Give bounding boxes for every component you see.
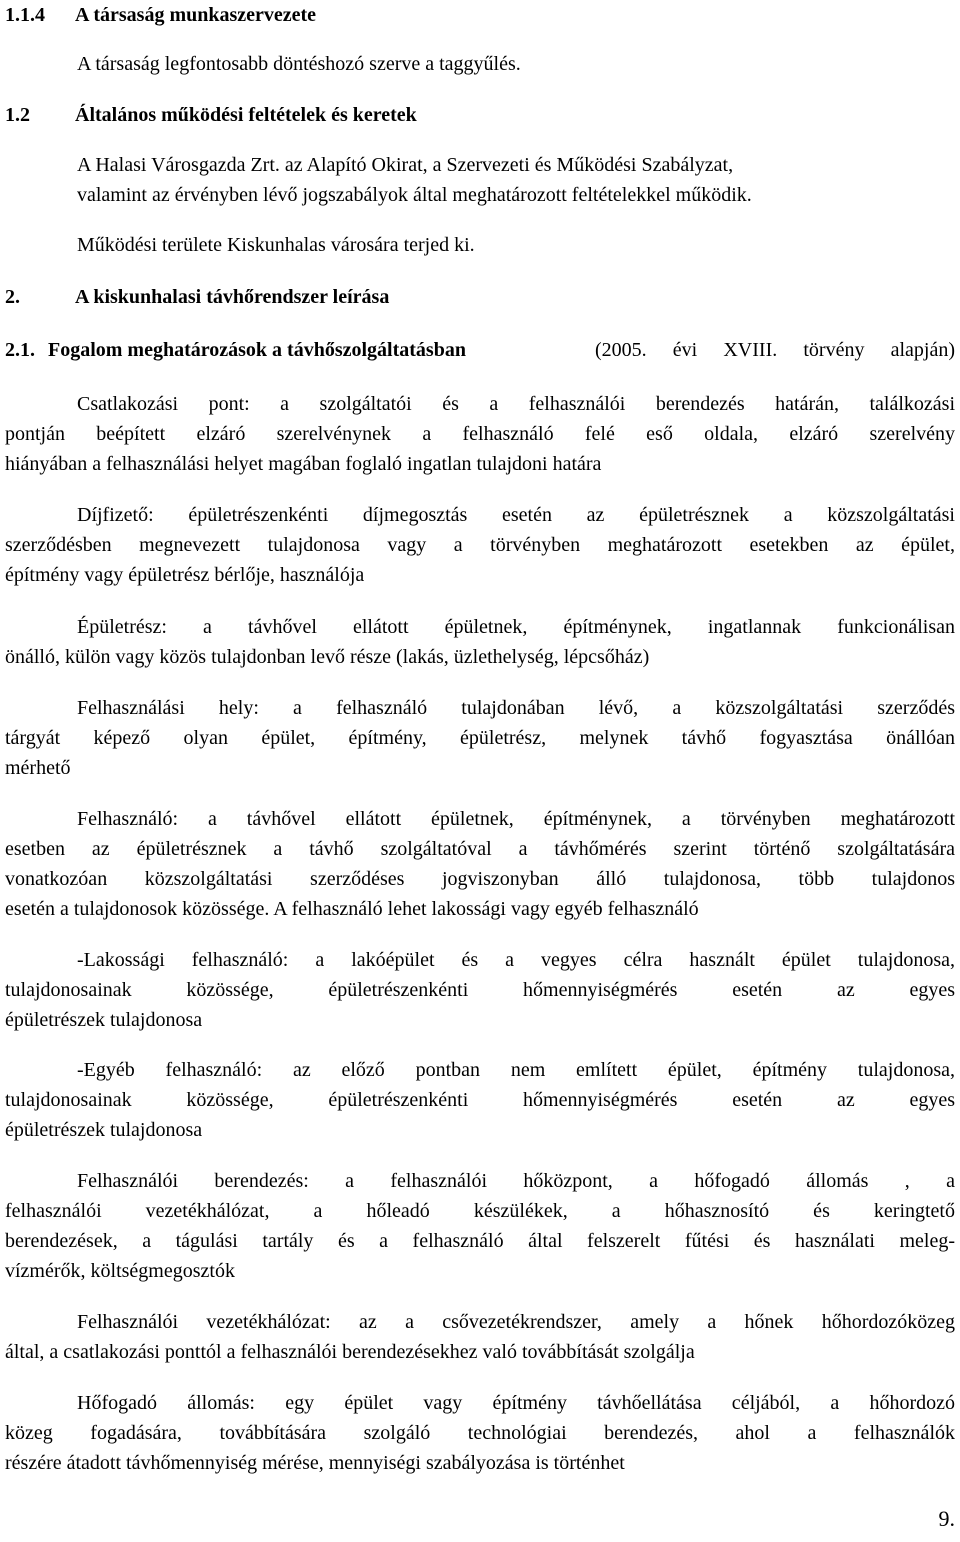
text-line: vízmérők, költségmegosztók: [5, 1260, 235, 1282]
text-line: Felhasználói berendezés: a felhasználói hőközpont, a hőfogadó állomás , a: [77, 1170, 955, 1192]
text-line: Működési területe Kiskunhalas városára terjed ki.: [77, 234, 475, 256]
text-line: Felhasználói vezetékhálózat: az a csővezetékrendszer, amely a hőnek hőhordozóközeg: [77, 1311, 955, 1333]
text-line: építmény vagy épületrész bérlője, használója: [5, 564, 365, 586]
heading-number: 1.1.4: [5, 4, 45, 26]
text-line: szerződésben megnevezett tulajdonosa vagy a törvényben meghatározott esetekben az épület,: [5, 534, 955, 556]
heading-title: A társaság munkaszervezete: [75, 4, 317, 26]
heading-number: 1.2: [5, 104, 30, 126]
text-line: tulajdonosainak közössége, épületrészenkénti hőmennyiségmérés esetén az egyes: [5, 1089, 955, 1111]
text-line: mérhető: [5, 757, 71, 779]
text-line: pontján beépített elzáró szerelvénynek a felhasználó felé eső oldala, elzáró szerelvény: [5, 423, 955, 445]
text-line: felhasználói vezetékhálózat, a hőleadó készülékek, a hőhasznosító és keringtető: [5, 1200, 955, 1222]
page-number: 9.: [938, 1506, 955, 1531]
heading-title: Általános működési feltételek és keretek: [75, 104, 417, 126]
text-line: hiányában a felhasználási helyet magában foglaló ingatlan tulajdoni határa: [5, 453, 602, 475]
text-line: közeg fogadására, továbbítására szolgáló technológiai berendezés, ahol a felhasználók: [5, 1422, 955, 1444]
text-line: A Halasi Városgazda Zrt. az Alapító Okirat, a Szervezeti és Működési Szabályzat,: [77, 154, 734, 176]
text-line: valamint az érvényben lévő jogszabályok által meghatározott feltételekkel működik.: [77, 184, 752, 206]
text-line: részére átadott távhőmennyiség mérése, mennyiségi szabályozása is történhet: [5, 1452, 625, 1474]
text-line: által, a csatlakozási ponttól a felhasználói berendezésekhez való továbbítását szolgálja: [5, 1341, 695, 1363]
text-line: berendezések, a tágulási tartály és a felhasználó által felszerelt fűtési és használati meleg-: [5, 1230, 955, 1252]
text-line: önálló, külön vagy közös tulajdonban levő része (lakás, üzlethelység, lépcsőház): [5, 646, 650, 668]
text-line: -Egyéb felhasználó: az előző pontban nem említett épület, építmény tulajdonosa,: [77, 1059, 955, 1081]
text-line: A társaság legfontosabb döntéshozó szerve a taggyűlés.: [77, 53, 521, 75]
text-line: -Lakossági felhasználó: a lakóépület és a vegyes célra használt épület tulajdonosa,: [77, 949, 955, 971]
heading-title: A kiskunhalasi távhőrendszer leírása: [75, 286, 390, 308]
text-line: Felhasználó: a távhővel ellátott épületnek, építménynek, a törvényben meghatározott: [77, 808, 955, 830]
text-line: vonatkozóan közszolgáltatási szerződéses jogviszonyban álló tulajdonosa, több tulajdonos: [5, 868, 955, 890]
text-line: esetben az épületrésznek a távhő szolgáltatóval a távhőmérés szerint történő szolgáltatására: [5, 838, 955, 860]
text-line: Csatlakozási pont: a szolgáltatói és a felhasználói berendezés határán, találkozási: [77, 393, 955, 415]
text-line: Épületrész: a távhővel ellátott épületnek, építménynek, ingatlannak funkcionálisan: [77, 616, 955, 638]
text-line: épületrészek tulajdonosa: [5, 1009, 203, 1031]
heading-suffix: (2005. évi XVIII. törvény alapján): [595, 339, 955, 361]
text-line: épületrészek tulajdonosa: [5, 1119, 203, 1141]
heading-title: Fogalom meghatározások a távhőszolgáltatásban: [48, 339, 466, 361]
heading-number: 2.1.: [5, 339, 35, 361]
text-line: tulajdonosainak közössége, épületrészenkénti hőmennyiségmérés esetén az egyes: [5, 979, 955, 1001]
heading-number: 2.: [5, 286, 20, 308]
text-line: tárgyát képező olyan épület, építmény, épületrész, melynek távhő fogyasztása önállóan: [5, 727, 955, 749]
text-line: Hőfogadó állomás: egy épület vagy építmény távhőellátása céljából, a hőhordozó: [77, 1392, 955, 1414]
text-line: Felhasználási hely: a felhasználó tulajdonában lévő, a közszolgáltatási szerződés: [77, 697, 955, 719]
text-line: Díjfizető: épületrészenkénti díjmegosztás esetén az épületrésznek a közszolgáltatási: [77, 504, 955, 526]
text-line: esetén a tulajdonosok közössége. A felhasználó lehet lakossági vagy egyéb felhasználó: [5, 898, 699, 920]
